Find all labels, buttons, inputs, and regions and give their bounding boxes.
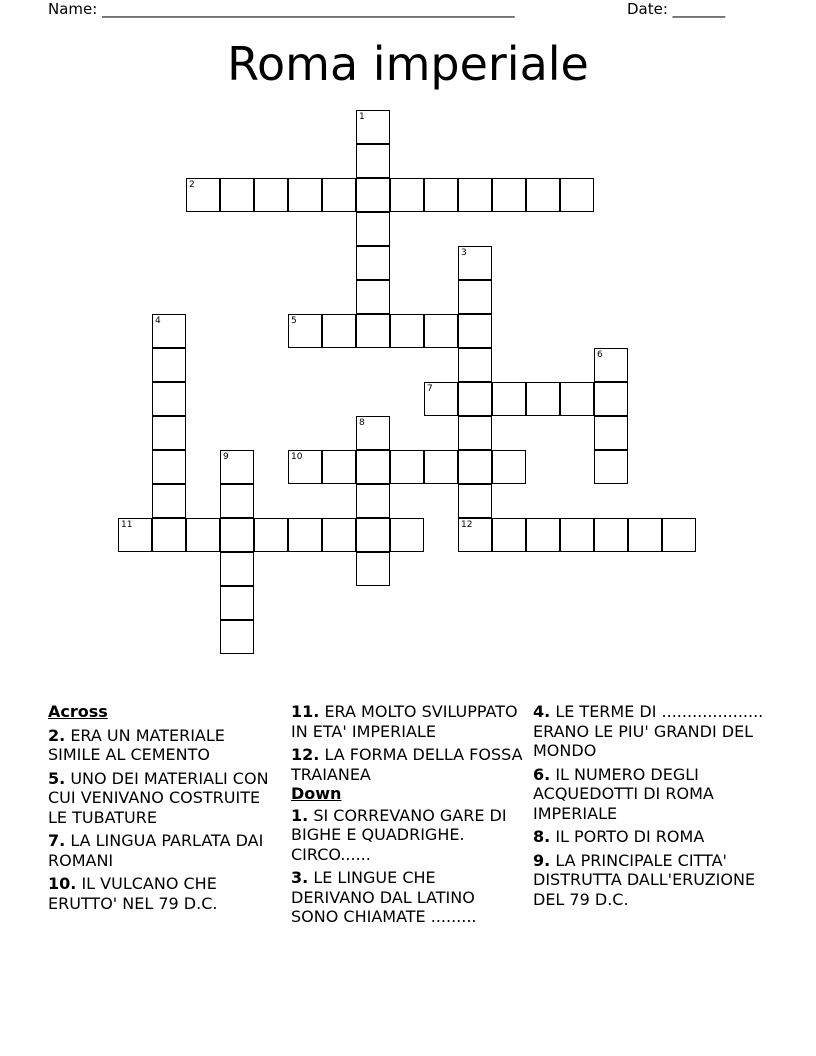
grid-cell[interactable]	[628, 518, 662, 552]
grid-cell[interactable]	[458, 450, 492, 484]
grid-cell[interactable]	[390, 178, 424, 212]
grid-cell[interactable]	[220, 484, 254, 518]
date-field-label: Date: _______	[627, 0, 726, 18]
cell-number: 10	[291, 452, 303, 462]
grid-cell[interactable]	[288, 314, 322, 348]
grid-cell[interactable]	[220, 450, 254, 484]
grid-cell[interactable]	[152, 518, 186, 552]
grid-cell[interactable]	[254, 518, 288, 552]
clue-down-6	[533, 765, 765, 824]
grid-cell[interactable]	[322, 178, 356, 212]
clue-column-2	[291, 702, 523, 927]
clue-column-1	[48, 702, 280, 913]
page-title: Roma imperiale	[227, 37, 589, 91]
cell-number: 8	[359, 418, 365, 428]
grid-cell[interactable]	[458, 314, 492, 348]
grid-cell[interactable]	[288, 450, 322, 484]
grid-cell[interactable]	[458, 246, 492, 280]
clue-number: 1.	[291, 805, 309, 825]
grid-cell[interactable]	[152, 484, 186, 518]
clue-text: LA PRINCIPALE CITTA' DISTRUTTA DALL'ERUZIONE DEL 79 D.C.	[533, 850, 756, 909]
clue-text: UNO DEI MATERIALI CON CUI VENIVANO COSTRUITE LE TUBATURE	[48, 768, 269, 827]
clue-number: 5.	[48, 768, 66, 788]
clue-text: IL VULCANO CHE ERUTTO' NEL 79 D.C.	[48, 874, 218, 913]
clue-text: LA LINGUA PARLATA DAI ROMANI	[48, 831, 264, 870]
cell-number: 6	[597, 350, 603, 360]
grid-cell[interactable]	[220, 620, 254, 654]
grid-cell[interactable]	[220, 586, 254, 620]
grid-cell[interactable]	[356, 518, 390, 552]
grid-cell[interactable]	[186, 178, 220, 212]
grid-cell[interactable]	[458, 348, 492, 382]
grid-cell[interactable]	[220, 552, 254, 586]
grid-cell[interactable]	[560, 518, 594, 552]
clue-down-1	[291, 806, 523, 865]
grid-cell[interactable]	[424, 178, 458, 212]
clue-text: LE TERME DI .................... ERANO LE PIU' GRANDI DEL MONDO	[533, 702, 764, 760]
grid-cell[interactable]	[560, 382, 594, 416]
clue-text: LE LINGUE CHE DERIVANO DAL LATINO SONO CHIAMATE .........	[291, 868, 477, 926]
clue-text: LA FORMA DELLA FOSSA TRAIANEA	[291, 745, 523, 784]
clue-text: ERA MOLTO SVILUPPATO IN ETA' IMPERIALE	[291, 702, 518, 741]
clue-text: IL PORTO DI ROMA	[555, 827, 705, 846]
clue-number: 4.	[533, 702, 551, 721]
grid-cell[interactable]	[152, 450, 186, 484]
clue-down-3	[291, 868, 523, 927]
grid-cell[interactable]	[594, 518, 628, 552]
grid-cell[interactable]	[356, 212, 390, 246]
clue-number: 3.	[291, 868, 309, 887]
across-heading: Across	[48, 702, 108, 721]
grid-cell[interactable]	[356, 552, 390, 586]
cell-number: 7	[427, 384, 433, 394]
clue-number: 11.	[291, 702, 320, 721]
grid-cell[interactable]	[458, 382, 492, 416]
grid-cell[interactable]	[356, 178, 390, 212]
cell-number: 2	[189, 180, 195, 190]
clue-across-7	[48, 831, 280, 870]
cell-number: 9	[223, 452, 229, 462]
grid-cell[interactable]	[288, 518, 322, 552]
clue-column-3	[533, 702, 765, 909]
grid-cell[interactable]	[152, 314, 186, 348]
grid-cell[interactable]	[560, 178, 594, 212]
grid-cell[interactable]	[492, 518, 526, 552]
down-heading: Down	[291, 784, 342, 803]
clue-text: SI CORREVANO GARE DI BIGHE E QUADRIGHE. CIRCO......	[291, 805, 507, 864]
cell-number: 11	[121, 520, 133, 530]
clue-across-12	[291, 745, 523, 784]
grid-cell[interactable]	[356, 144, 390, 178]
grid-cell[interactable]	[526, 382, 560, 416]
clue-across-11	[291, 702, 523, 741]
grid-cell[interactable]	[424, 450, 458, 484]
clue-across-10	[48, 874, 280, 913]
grid-cell[interactable]	[458, 518, 492, 552]
clue-number: 2.	[48, 725, 66, 745]
grid-cell[interactable]	[356, 246, 390, 280]
grid-cell[interactable]	[458, 484, 492, 518]
grid-cell[interactable]	[356, 484, 390, 518]
clue-number: 8.	[533, 827, 551, 846]
grid-cell[interactable]	[390, 518, 424, 552]
grid-cell[interactable]	[356, 450, 390, 484]
clue-number: 6.	[533, 764, 551, 784]
grid-cell[interactable]	[390, 450, 424, 484]
cell-number: 4	[155, 316, 161, 326]
cell-number: 1	[359, 112, 365, 122]
clue-down-8	[533, 827, 765, 847]
grid-cell[interactable]	[186, 518, 220, 552]
grid-cell[interactable]	[220, 178, 254, 212]
grid-cell[interactable]	[152, 348, 186, 382]
grid-cell[interactable]	[322, 518, 356, 552]
grid-cell[interactable]	[526, 518, 560, 552]
grid-cell[interactable]	[662, 518, 696, 552]
grid-cell[interactable]	[390, 314, 424, 348]
grid-cell[interactable]	[356, 416, 390, 450]
grid-cell[interactable]	[356, 280, 390, 314]
clue-across-5	[48, 769, 280, 828]
clue-number: 9.	[533, 850, 551, 870]
grid-cell[interactable]	[594, 450, 628, 484]
grid-cell[interactable]	[356, 110, 390, 144]
clue-text: IL NUMERO DEGLI ACQUEDOTTI DI ROMA IMPERIALE	[533, 764, 714, 823]
cell-number: 3	[461, 248, 467, 258]
grid-cell[interactable]	[526, 178, 560, 212]
clue-number: 12.	[291, 745, 320, 764]
grid-cell[interactable]	[424, 382, 458, 416]
grid-cell[interactable]	[458, 280, 492, 314]
grid-cell[interactable]	[594, 382, 628, 416]
grid-cell[interactable]	[356, 314, 390, 348]
cell-number: 12	[461, 520, 473, 530]
cell-number: 5	[291, 316, 297, 326]
grid-cell[interactable]	[152, 416, 186, 450]
clue-across-2	[48, 726, 280, 765]
grid-cell[interactable]	[458, 416, 492, 450]
clue-number: 7.	[48, 831, 66, 850]
name-field-label: Name: _______________________________________________________	[48, 0, 515, 18]
clue-number: 10.	[48, 874, 77, 893]
grid-cell[interactable]	[492, 178, 526, 212]
grid-cell[interactable]	[118, 518, 152, 552]
grid-cell[interactable]	[254, 178, 288, 212]
grid-cell[interactable]	[424, 314, 458, 348]
grid-cell[interactable]	[458, 178, 492, 212]
clue-down-9	[533, 851, 765, 910]
grid-cell[interactable]	[594, 348, 628, 382]
clue-text: ERA UN MATERIALE SIMILE AL CEMENTO	[48, 725, 225, 764]
grid-cell[interactable]	[220, 518, 254, 552]
grid-cell[interactable]	[322, 314, 356, 348]
grid-cell[interactable]	[594, 416, 628, 450]
grid-cell[interactable]	[492, 382, 526, 416]
grid-cell[interactable]	[322, 450, 356, 484]
clue-down-4	[533, 702, 765, 761]
grid-cell[interactable]	[492, 450, 526, 484]
grid-cell[interactable]	[288, 178, 322, 212]
grid-cell[interactable]	[152, 382, 186, 416]
